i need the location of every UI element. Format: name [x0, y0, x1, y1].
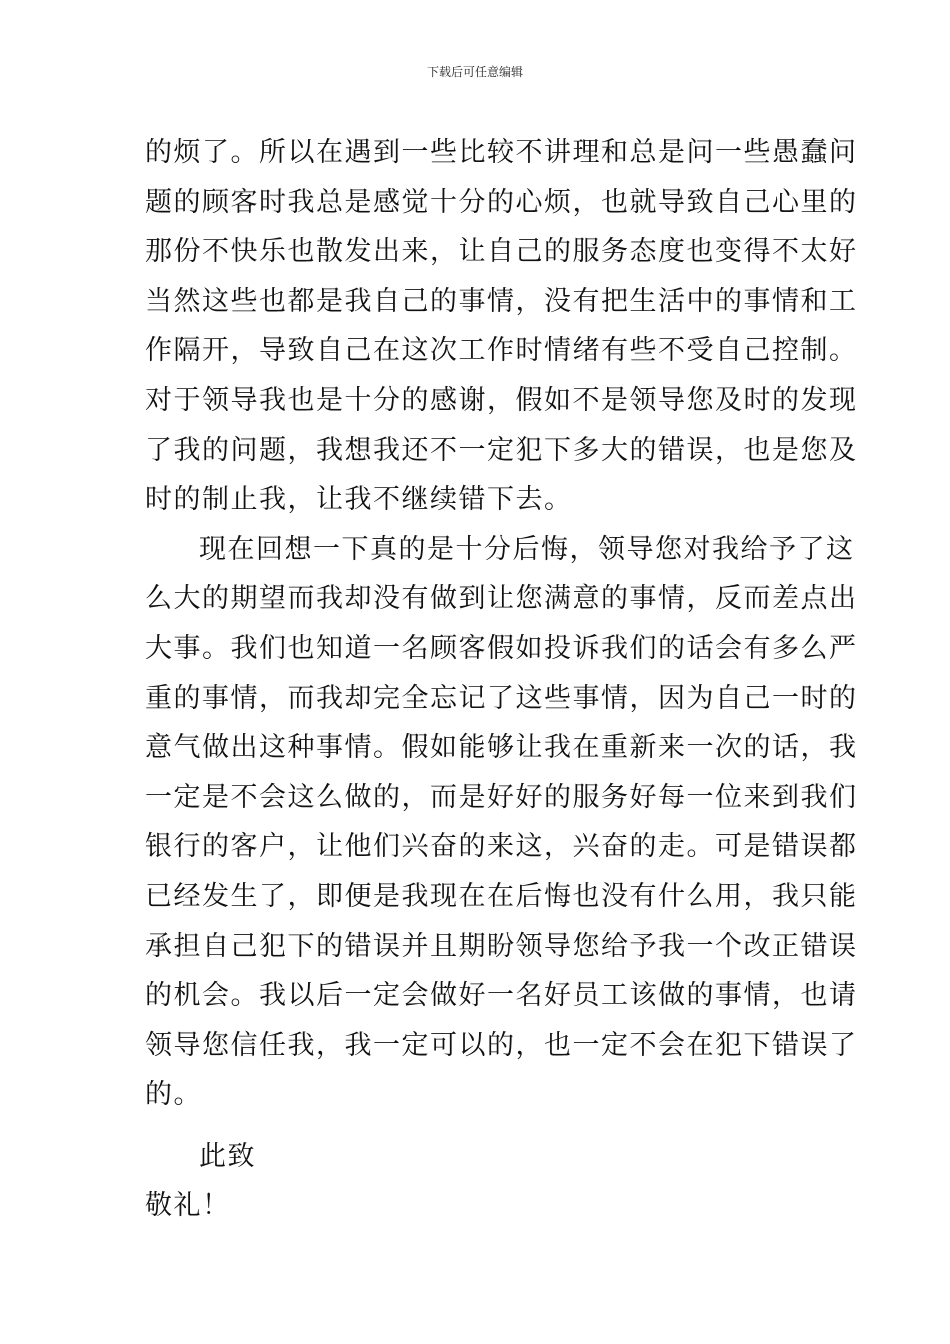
- paragraph-gap: [145, 1120, 810, 1132]
- text-line-2: 题的顾客时我总是感觉十分的心烦，也就导致自己心里的: [145, 186, 858, 218]
- text-line-10: 么大的期望而我却没有做到让您满意的事情，反而差点出: [145, 583, 858, 615]
- text-line-13: 意气做出这种事情。假如能够让我在重新来一次的话，我: [145, 732, 858, 764]
- text-line-6: 对于领导我也是十分的感谢，假如不是领导您及时的发现: [145, 384, 858, 416]
- text-line-16: 已经发生了，即便是我现在在后悔也没有什么用，我只能: [145, 880, 858, 912]
- text-line-5: 作隔开，导致自己在这次工作时情绪有些不受自己控制。: [145, 335, 858, 367]
- text-line-12: 重的事情，而我却完全忘记了这些事情，因为自己一时的: [145, 682, 858, 714]
- text-line-14: 一定是不会这么做的，而是好好的服务好每一位来到我们: [145, 781, 858, 813]
- closing-salute: 敬礼！: [145, 1190, 231, 1222]
- text-line-19: 领导您信任我，我一定可以的，也一定不会在犯下错误了: [145, 1029, 858, 1061]
- closing-greeting: 此致: [199, 1140, 256, 1172]
- text-line-9: 现在回想一下真的是十分后悔，领导您对我给予了这: [199, 533, 855, 565]
- text-line-3: 那份不快乐也散发出来，让自己的服务态度也变得不太好: [145, 236, 858, 268]
- text-line-11: 大事。我们也知道一名顾客假如投诉我们的话会有多么严: [145, 632, 858, 664]
- text-line-4: 当然这些也都是我自己的事情，没有把生活中的事情和工: [145, 285, 858, 317]
- text-line-7: 了我的问题，我想我还不一定犯下多大的错误，也是您及: [145, 434, 858, 466]
- text-line-15: 银行的客户，让他们兴奋的来这，兴奋的走。可是错误都: [145, 831, 858, 863]
- page-header: 下载后可任意编辑: [426, 65, 523, 79]
- letter-body: [145, 128, 858, 1231]
- text-line-1: 的烦了。所以在遇到一些比较不讲理和总是问一些愚蠢问: [145, 137, 858, 168]
- text-line-8: 时的制止我，让我不继续错下去。: [145, 484, 573, 516]
- text-line-18: 的机会。我以后一定会做好一名好员工该做的事情，也请: [145, 980, 858, 1012]
- text-line-17: 承担自己犯下的错误并且期盼领导您给予我一个改正错误: [145, 930, 858, 962]
- text-line-20: 的。: [145, 1079, 202, 1111]
